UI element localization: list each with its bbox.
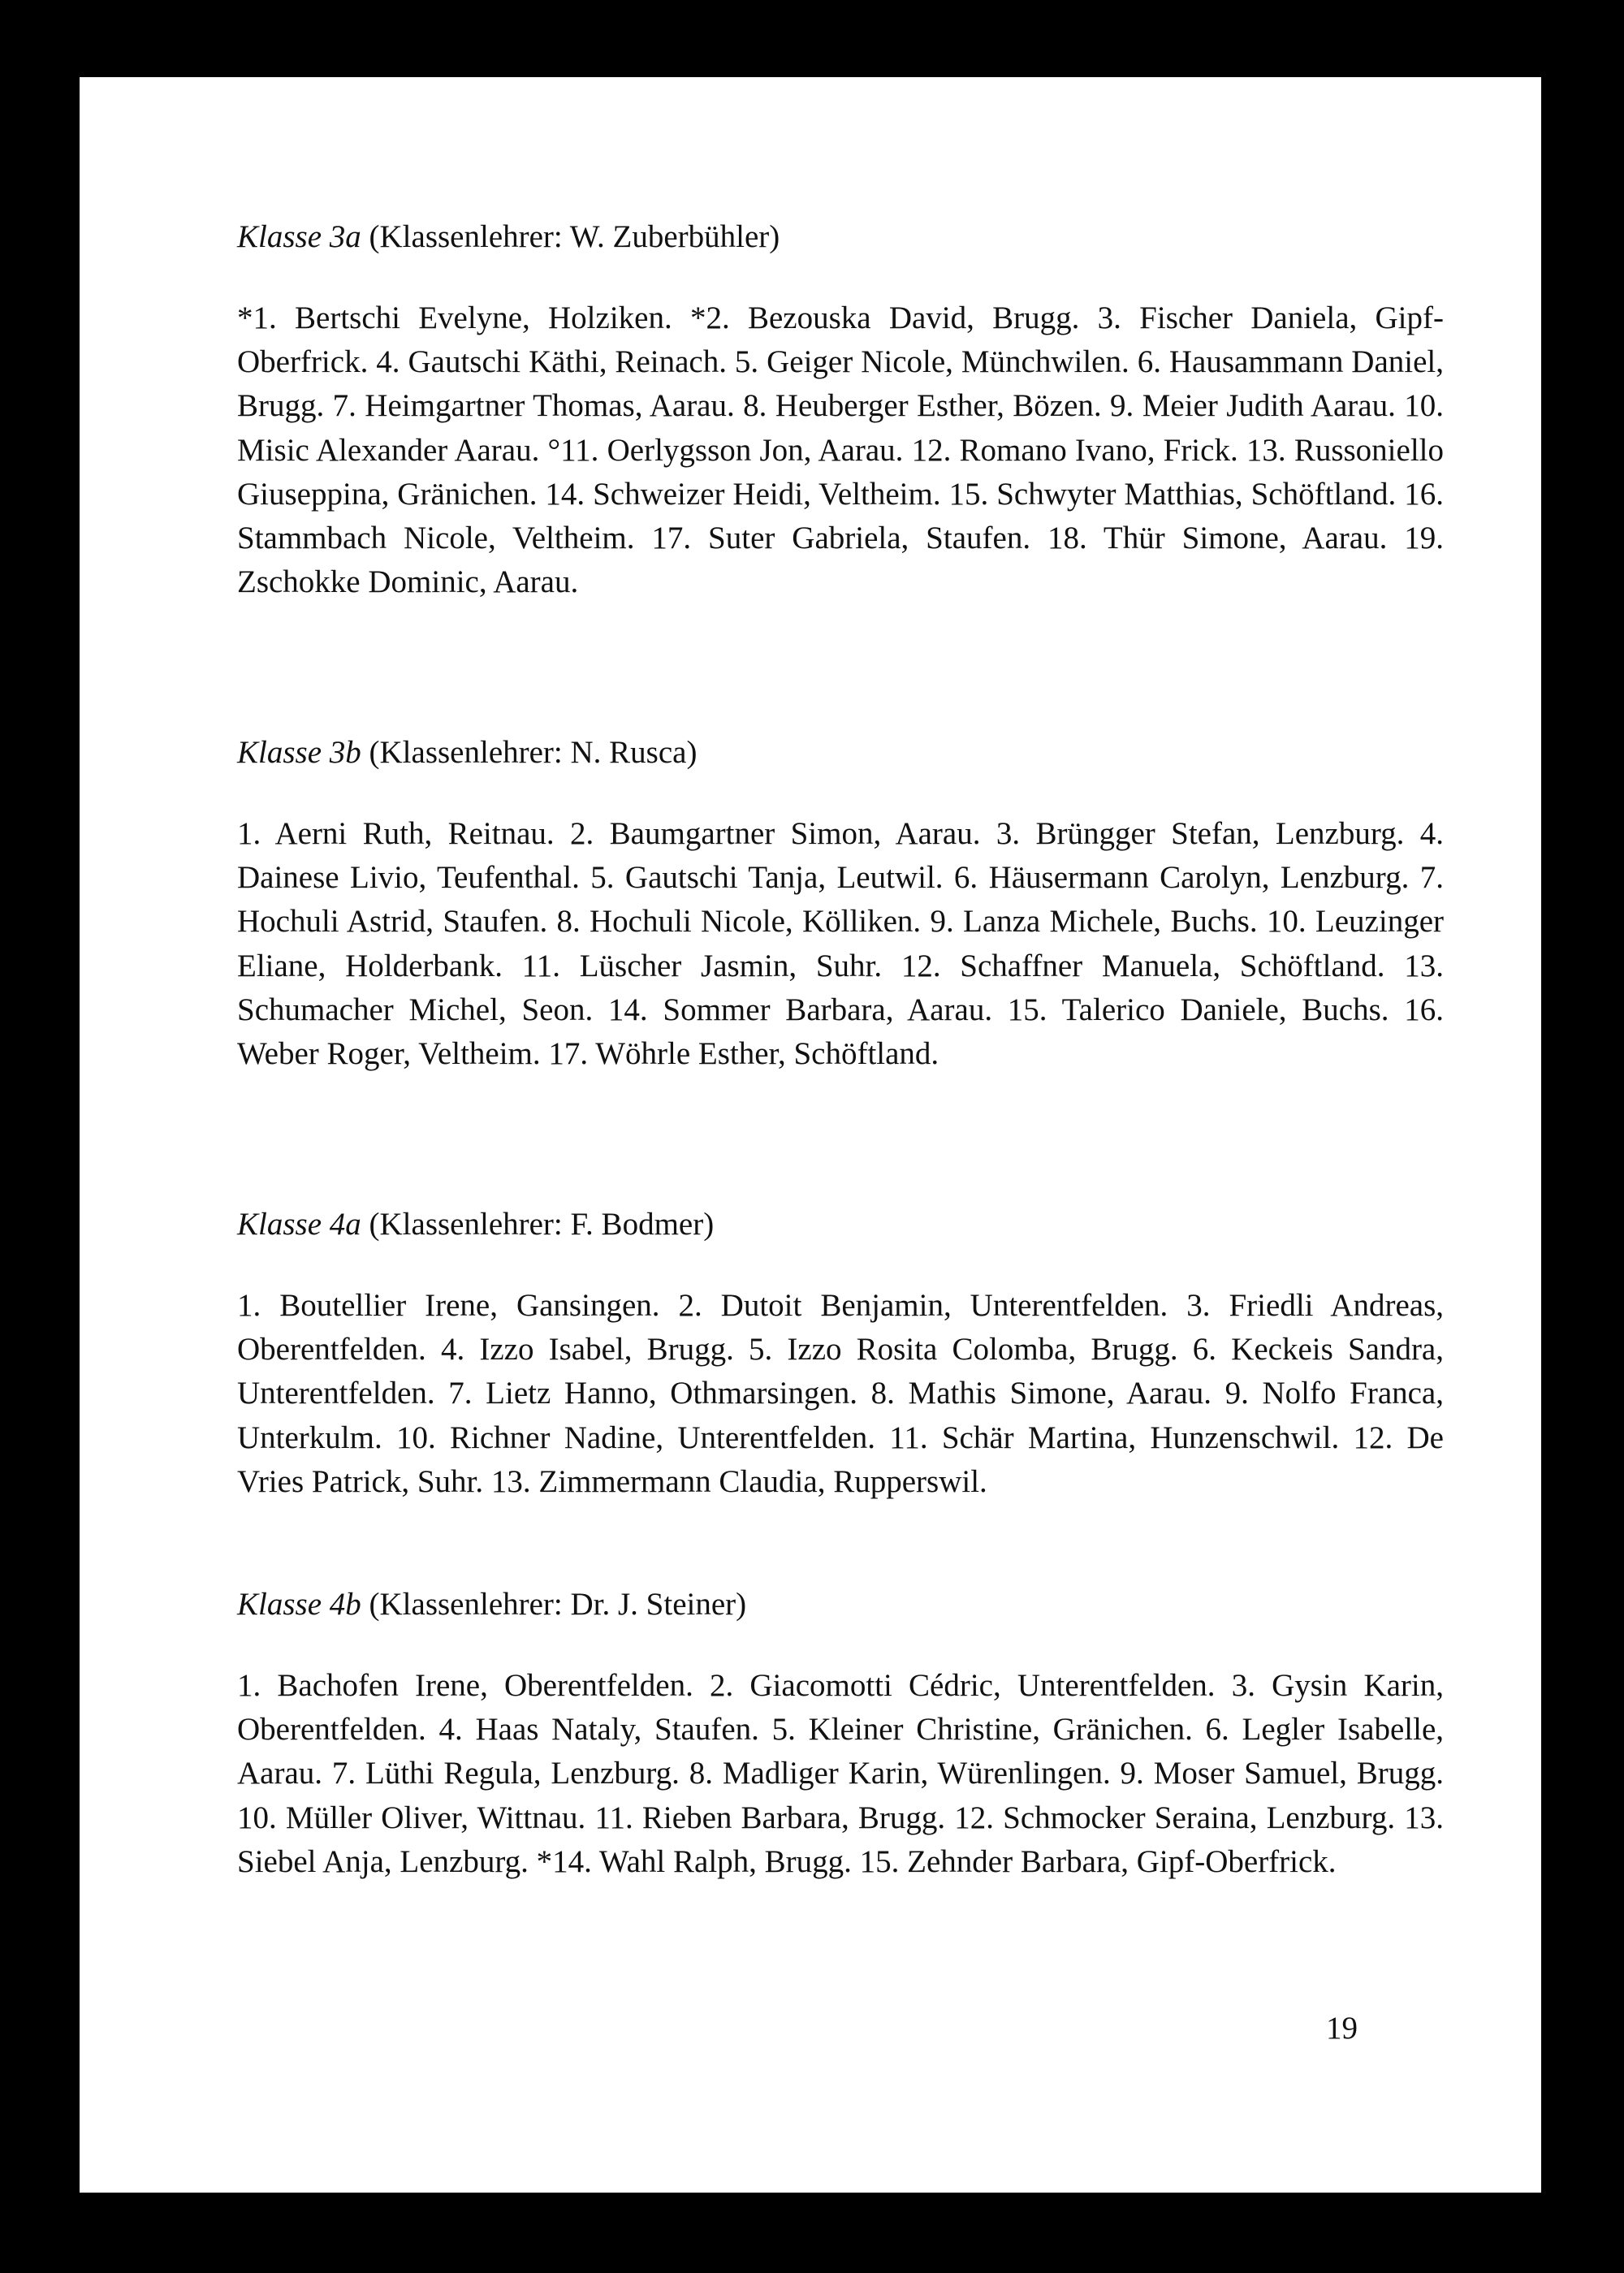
document-page <box>80 77 1541 2193</box>
teacher-label: (Klassenlehrer: N. Rusca) <box>369 735 698 770</box>
section-heading <box>237 215 1444 259</box>
klasse-label: Klasse 4b <box>237 1587 361 1622</box>
section-heading <box>237 1203 1444 1247</box>
teacher-label: (Klassenlehrer: W. Zuberbühler) <box>369 219 780 254</box>
teacher-label: (Klassenlehrer: Dr. J. Steiner) <box>369 1587 747 1622</box>
section-klasse-3b <box>237 731 1444 1076</box>
teacher-label: (Klassenlehrer: F. Bodmer) <box>369 1207 715 1242</box>
klasse-label: Klasse 4a <box>237 1207 361 1242</box>
klasse-label: Klasse 3b <box>237 735 361 770</box>
student-list: 1. Aerni Ruth, Reitnau. 2. Baumgartner Simon, Aarau. 3. Brüngger Stefan, Lenzburg. 4. Dainese Livio, Teufenthal. 5. Gautschi Tanja, Leutwil. 6. Häusermann Carolyn, Lenzburg. 7. Hochuli Astrid, Staufen. 8. Hochuli Nicole, Kölliken. 9. Lanza Michele, Buchs. 10. Leuzinger Eliane, Holderbank. 11. Lüscher Jasmin, Suhr. 12. Schaffner Manuela, Schöftland. 13. Schumacher Michel, Seon. 14. Sommer Barbara, Aarau. 15. Talerico Daniele, Buchs. 16. Weber Roger, Veltheim. 17. Wöhrle Esther, Schöftland. <box>237 816 1444 1072</box>
page-number: 19 <box>1326 2011 1358 2046</box>
student-list: *1. Bertschi Evelyne, Holziken. *2. Bezouska David, Brugg. 3. Fischer Daniela, Gipf-Oberfrick. 4. Gautschi Käthi, Reinach. 5. Geiger Nicole, Münchwilen. 6. Hausammann Daniel, Brugg. 7. Heimgartner Thomas, Aarau. 8. Heuberger Esther, Bözen. 9. Meier Judith Aarau. 10. Misic Alexander Aarau. °11. Oerlygsson Jon, Aarau. 12. Romano Ivano, Frick. 13. Russoniello Giuseppina, Gränichen. 14. Schweizer Heidi, Veltheim. 15. Schwyter Matthias, Schöftland. 16. Stammbach Nicole, Veltheim. 17. Suter Gabriela, Staufen. 18. Thür Simone, Aarau. 19. Zschokke Dominic, Aarau. <box>237 300 1444 600</box>
section-klasse-4b <box>237 1583 1444 1884</box>
section-heading <box>237 731 1444 775</box>
section-klasse-4a <box>237 1203 1444 1504</box>
section-heading <box>237 1583 1444 1627</box>
section-klasse-3a <box>237 215 1444 604</box>
klasse-label: Klasse 3a <box>237 219 361 254</box>
student-list: 1. Bachofen Irene, Oberentfelden. 2. Giacomotti Cédric, Unterentfelden. 3. Gysin Karin, Oberentfelden. 4. Haas Nataly, Staufen. 5. Kleiner Christine, Gränichen. 6. Legler Isabelle, Aarau. 7. Lüthi Regula, Lenzburg. 8. Madliger Karin, Würenlingen. 9. Moser Samuel, Brugg. 10. Müller Oliver, Wittnau. 11. Rieben Barbara, Brugg. 12. Schmocker Seraina, Lenzburg. 13. Siebel Anja, Lenzburg. *14. Wahl Ralph, Brugg. 15. Zehnder Barbara, Gipf-Oberfrick. <box>237 1668 1444 1879</box>
student-list: 1. Boutellier Irene, Gansingen. 2. Dutoit Benjamin, Unterentfelden. 3. Friedli Andreas, Oberentfelden. 4. Izzo Isabel, Brugg. 5. Izzo Rosita Colomba, Brugg. 6. Keckeis Sandra, Unterentfelden. 7. Lietz Hanno, Othmarsingen. 8. Mathis Simone, Aarau. 9. Nolfo Franca, Unterkulm. 10. Richner Nadine, Unterentfelden. 11. Schär Martina, Hunzenschwil. 12. De Vries Patrick, Suhr. 13. Zimmermann Claudia, Rupperswil. <box>237 1288 1444 1499</box>
